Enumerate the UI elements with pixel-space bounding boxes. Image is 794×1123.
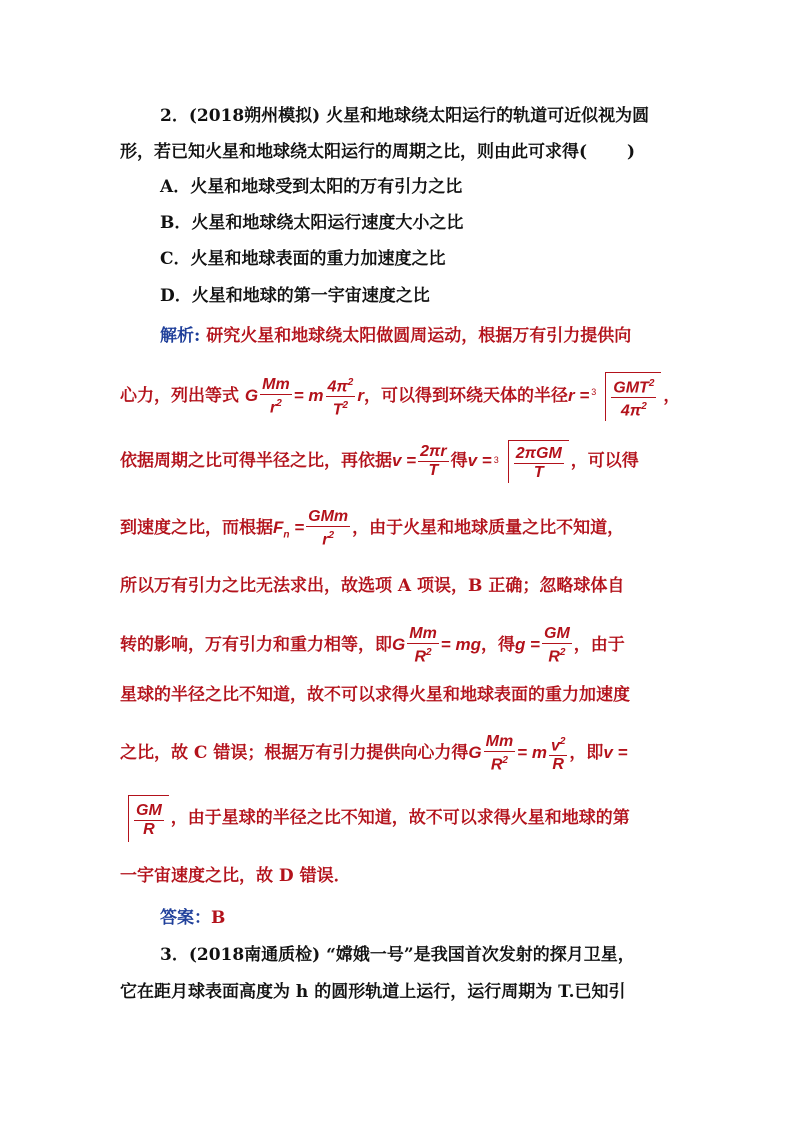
analysis-line-8: 之比，故 C 错误；根据万有引力提供向心力得G $\frac{Mm}{R^2}$ = m $\frac{v^2}{R}$ ，即v = [120,733,628,774]
formula-gravity-equation: G $\frac{Mm}{r^2}$ = m $\frac{4\pi^2}{T^2}$ r [245,386,364,405]
answer-line [160,907,720,929]
analysis-line-3 [120,440,680,480]
formula-radius: r = 3 $\frac{GMT^2}{4\pi^2}$ [568,386,663,405]
formula-g: g = $\frac{GM}{R^2}$ [514,625,570,666]
analysis-text-3c: ，可以得 [570,450,639,471]
analysis-text-2a: 心力，列出等式 [120,385,239,406]
analysis-line-2: 心力，列出等式 G $\frac{Mm}{r^2}$ = m $\frac{4\pi^2}{T^2}$ r，可以得到环绕天体的半径r = 3 $\frac{GMT^2}{4\pi^2}$ ， [120,372,680,412]
analysis-line-4 [120,508,680,548]
question-2-line-1: 2．(2018朔州模拟) 火星和地球绕太阳运行的轨道可近似视为圆 [160,106,650,126]
formula-orbital-equation: G $\frac{Mm}{R^2}$ = m $\frac{v^2}{R}$ [468,733,566,774]
option-d: D．火星和地球的第一宇宙速度之比 [160,286,430,306]
option-b: B．火星和地球绕太阳运行速度大小之比 [160,213,464,233]
analysis-label: 解析 [160,326,194,346]
formula-velocity-def: v = $\frac{2\pi r}{T}$ [392,443,447,479]
option-c: C．火星和地球表面的重力加速度之比 [160,249,446,269]
analysis-text-4b: ，由于火星和地球质量之比不知道， [352,518,625,539]
analysis-text-8a: 之比，故 C 错误；根据万有引力提供向心力得 [120,743,469,764]
analysis-line-7: 星球的半径之比不知道，故不可以求得火星和地球表面的重力加速度 [120,685,630,705]
option-a: A．火星和地球受到太阳的万有引力之比 [160,177,463,197]
analysis-text-3b: 得 [450,450,468,471]
analysis-text-9: ，由于星球的半径之比不知道，故不可以求得火星和地球的第 [170,807,630,828]
question-3-line-2: 它在距月球表面高度为 h 的圆形轨道上运行，运行周期为 T.已知引 [120,982,626,1002]
question-2-stem-end: 形，若已知火星和地球绕太阳运行的周期之比，则由此可求得( [120,142,588,162]
analysis-line-6 [120,625,680,665]
analysis-line-1 [160,325,720,347]
analysis-text-6a: 转的影响，万有引力和重力相等，即 [120,635,392,656]
analysis-text-6b: ，得 [480,635,515,656]
answer-value: B [211,908,226,928]
formula-first-cosmic-velocity: $\frac{GM}{R}$ [120,808,171,827]
question-2-paren-close: ) [627,142,636,162]
analysis-text-4a: 到速度之比，而根据 [120,518,273,539]
analysis-line-9 [120,795,680,839]
formula-velocity: v = 3 $\frac{\text{2πGM}}{T}$ [468,451,571,470]
question-3-line-1: 3．(2018南通质检) “嫦娥一号”是我国首次发射的探月卫星， [160,945,635,965]
analysis-text-6c: ，由于 [573,635,625,656]
formula-centripetal-force: $F_n$ = $\frac{\text{GMm}}{r^2}$ [273,508,349,549]
analysis-text-3a: 依据周期之比可得半径之比，再依据 [120,450,392,471]
analysis-text-2b: ，可以得到环绕天体的半径 [363,385,568,406]
analysis-colon: : [194,326,201,346]
analysis-line-5: 所以万有引力之比无法求出，故选项 A 项误，B 正确；忽略球体自 [120,576,625,596]
formula-gravity-weight: G $\frac{Mm}{R^2}$ = mg [392,625,481,666]
answer-label: 答案： [160,908,211,928]
question-2-line-2 [120,141,680,163]
analysis-line-10: 一宇宙速度之比，故 D 错误． [120,866,351,886]
analysis-text-8b: ，即 [569,743,604,764]
analysis-text-1: 研究火星和地球绕太阳做圆周运动，根据万有引力提供向 [206,326,632,346]
